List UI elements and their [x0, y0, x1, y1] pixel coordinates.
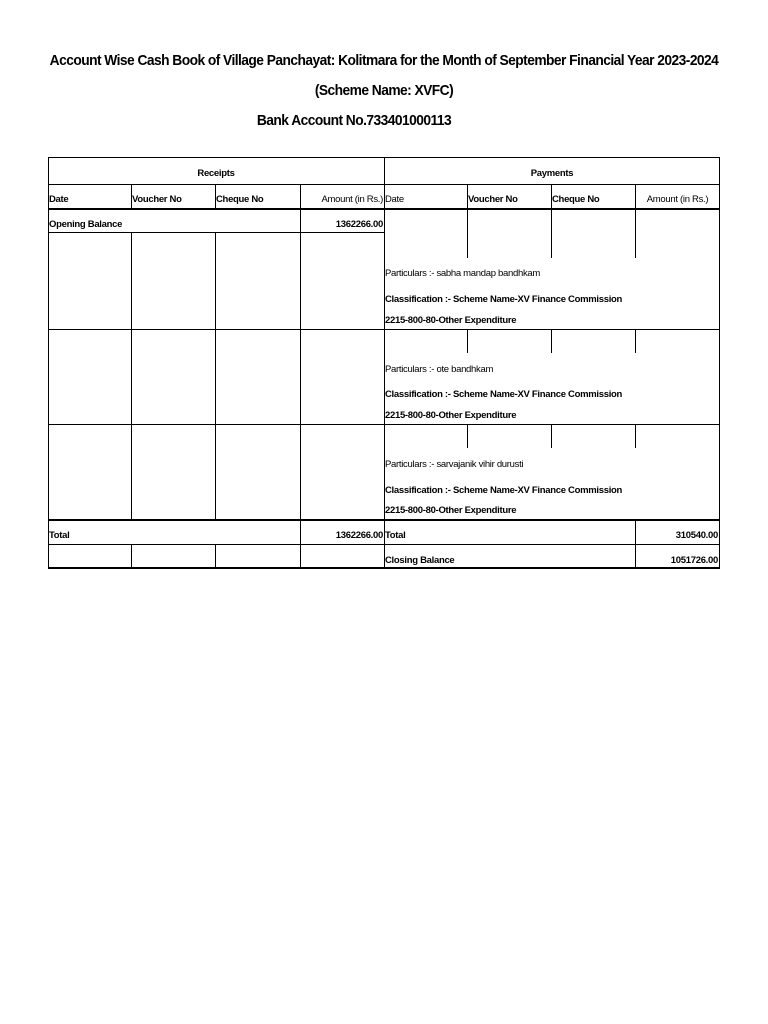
table-right-border — [719, 157, 720, 569]
payments-col-date: Date — [385, 194, 404, 205]
entry-head: 2215-800-80-Other Expenditure — [385, 505, 517, 516]
col-divider — [300, 232, 301, 520]
col-divider — [551, 208, 552, 258]
entry-particulars: Particulars :- ote bandhkam — [385, 364, 494, 375]
entry-classification: Classification :- Scheme Name-XV Finance Commission — [385, 294, 623, 305]
col-divider — [467, 329, 468, 353]
closing-balance-amount: 1051726.00 — [670, 555, 718, 566]
col-divider — [551, 329, 552, 353]
col-divider — [215, 232, 216, 520]
opening-balance-label: Opening Balance — [49, 219, 123, 230]
receipts-col-amount: Amount (in Rs.) — [321, 194, 383, 205]
col-divider — [131, 232, 132, 520]
payments-section-label: Payments — [530, 168, 574, 179]
entry-head: 2215-800-80-Other Expenditure — [385, 410, 517, 421]
payments-col-voucher: Voucher No — [468, 194, 518, 205]
col-divider — [467, 424, 468, 448]
receipts-total-label: Total — [49, 530, 70, 541]
col-divider — [215, 544, 216, 569]
bank-account: Bank Account No.733401000113 — [256, 112, 452, 129]
col-divider — [467, 208, 468, 258]
col-divider — [635, 329, 636, 353]
col-divider — [300, 519, 301, 569]
page-title: Account Wise Cash Book of Village Panchayat: Kolitmara for the Month of September Financial Year 2023-2024 — [49, 52, 719, 69]
opening-balance-amount: 1362266.00 — [335, 219, 383, 230]
entry-particulars: Particulars :- sabha mandap bandhkam — [385, 268, 541, 279]
payments-total-amount: 310540.00 — [675, 530, 718, 541]
entry-classification: Classification :- Scheme Name-XV Finance Commission — [385, 389, 623, 400]
receipts-col-voucher: Voucher No — [132, 194, 182, 205]
closing-balance-label: Closing Balance — [385, 555, 455, 566]
payments-col-amount: Amount (in Rs.) — [646, 194, 709, 205]
receipts-section-label: Receipts — [197, 168, 235, 179]
entry-classification: Classification :- Scheme Name-XV Finance Commission — [385, 485, 623, 496]
col-divider — [635, 208, 636, 258]
receipts-col-date: Date — [49, 194, 69, 205]
payments-col-cheque: Cheque No — [552, 194, 600, 205]
col-divider — [131, 544, 132, 569]
col-divider — [635, 424, 636, 448]
receipts-col-cheque: Cheque No — [216, 194, 264, 205]
col-divider — [551, 424, 552, 448]
payments-total-label: Total — [385, 530, 406, 541]
scheme-name: (Scheme Name: XVFC) — [314, 82, 454, 99]
receipts-total-amount: 1362266.00 — [335, 530, 383, 541]
entry-head: 2215-800-80-Other Expenditure — [385, 315, 517, 326]
opening-row-divider — [48, 232, 384, 233]
entry-particulars: Particulars :- sarvajanik vihir durusti — [385, 459, 524, 470]
